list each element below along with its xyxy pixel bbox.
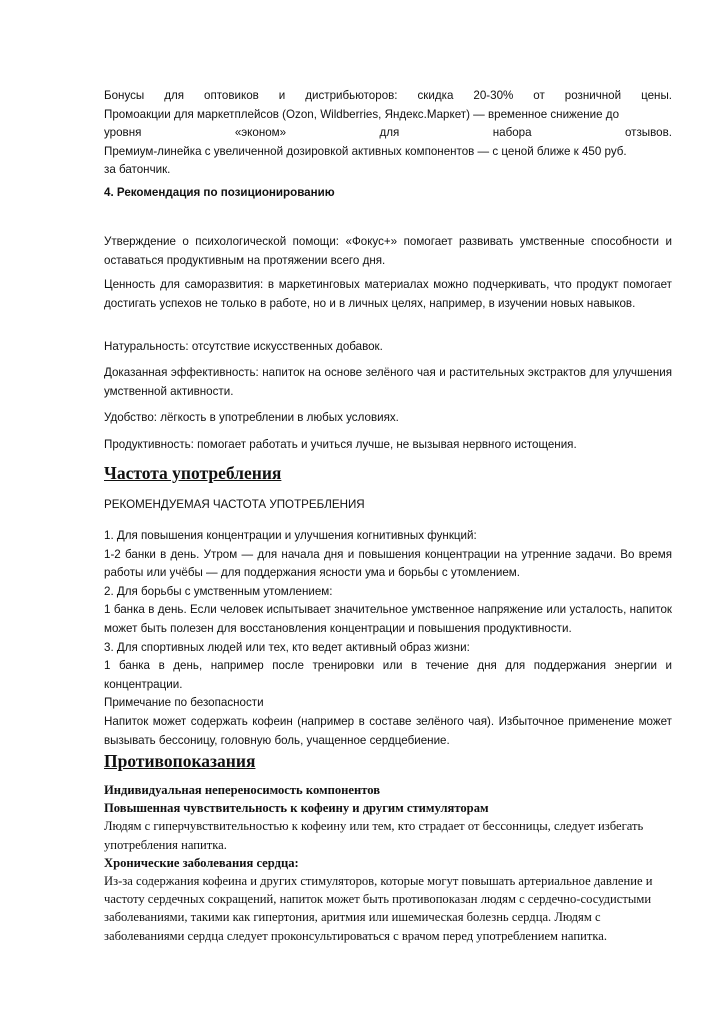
frequency-item-title: 3. Для спортивных людей или тех, кто ведет активный образ жизни: — [104, 640, 470, 654]
frequency-item-title: 1. Для повышения концентрации и улучшения когнитивных функций: — [104, 529, 477, 542]
bonus-line-economy: уровня «эконом» для набора отзывов. — [104, 126, 672, 140]
positioning-convenience-paragraph: Удобство: лёгкость в употреблении в любых условиях. — [104, 411, 399, 424]
contraindications-heading: Противопоказания — [104, 751, 256, 771]
positioning-selfdev-paragraph: Ценность для саморазвития: в маркетинговых материалах можно подчеркивать, что продукт помогает достигать успехов не только в работе, но и в личных целях, например, в изучении новых навыков. — [104, 278, 672, 310]
frequency-heading: Частота употребления — [104, 463, 282, 483]
positioning-efficacy-paragraph: Доказанная эффективность: напиток на основе зелёного чая и растительных экстрактов для улучшения умственной активности. — [104, 366, 672, 398]
bonus-line-marketplaces: Промоакции для маркетплейсов (Ozon, Wildberries, Яндекс.Маркет) — временное снижение до — [104, 107, 620, 121]
contraindication-intolerance-title: Индивидуальная непереносимость компонентов — [104, 783, 381, 797]
safety-note-text: Напиток может содержать кофеин (например в составе зелёного чая). Избыточное применение может вызывать бессоницу, головную боль, учащенное сердцебиение. — [104, 714, 672, 747]
bonuses-section — [104, 87, 672, 180]
contraindication-heart-title: Хронические заболевания сердца: — [104, 855, 299, 870]
frequency-item-text: 1 банка в день, например после тренировки или в течение дня для поддержания энергии и концентрации. — [104, 659, 672, 691]
bonus-line-premium: Премиум-линейка с увеличенной дозировкой активных компонентов — с ценой ближе к 450 руб. — [104, 144, 627, 158]
positioning-psych-paragraph: Утверждение о психологической помощи: «Фокус+» помогает развивать умственные способности и оставаться продуктивным на протяжении всего дня. — [104, 235, 672, 267]
frequency-item-text: 1 банка в день. Если человек испытывает значительное умственное напряжение или усталость, напиток может быть полезен для восстановления концентрации и повышения продуктивности. — [104, 603, 672, 635]
positioning-heading: 4. Рекомендация по позиционированию — [104, 186, 335, 199]
contraindication-caffeine-title: Повышенная чувствительность к кофеину и другим стимуляторам — [104, 801, 489, 816]
positioning-productivity-paragraph: Продуктивность: помогает работать и учиться лучше, не вызывая нервного истощения. — [104, 438, 577, 451]
positioning-natural-paragraph: Натуральность: отсутствие искусственных добавок. — [104, 340, 383, 353]
frequency-item-text: 1-2 банки в день. Утром — для начала дня и повышения концентрации на утренние задачи. Во время работы или учёбы — для поддержания ясности ума и борьбы с утомлением. — [104, 547, 672, 580]
contraindication-heart-text: Из-за содержания кофеина и других стимуляторов, которые могут повышать артериальное давление и частоту сердечных сокращений, напиток может быть противопоказан людям с сердечно-сосудистыми заболеваниями, такими как гипертония, аритмия или ишемическая болезнь сердца. Людям с заболеваниями сердца следует проконсультироваться с врачом перед употреблением напитка. — [104, 874, 653, 943]
contraindications-list — [104, 781, 672, 945]
contraindication-caffeine-text: Людям с гиперчувствительностью к кофеину или тем, кто страдает от бессонницы, следует избегать употребления напитка. — [104, 819, 644, 852]
bonus-line-wholesale: Бонусы для оптовиков и дистрибьюторов: скидка 20-30% от розничной цены. — [104, 89, 672, 102]
frequency-subheading: РЕКОМЕНДУЕМАЯ ЧАСТОТА УПОТРЕБЛЕНИЯ — [104, 498, 365, 511]
bonus-line-bar: за батончик. — [104, 163, 171, 177]
frequency-list — [104, 527, 672, 750]
frequency-item-title: 2. Для борьбы с умственным утомлением: — [104, 584, 333, 598]
safety-note-title: Примечание по безопасности — [104, 696, 264, 710]
